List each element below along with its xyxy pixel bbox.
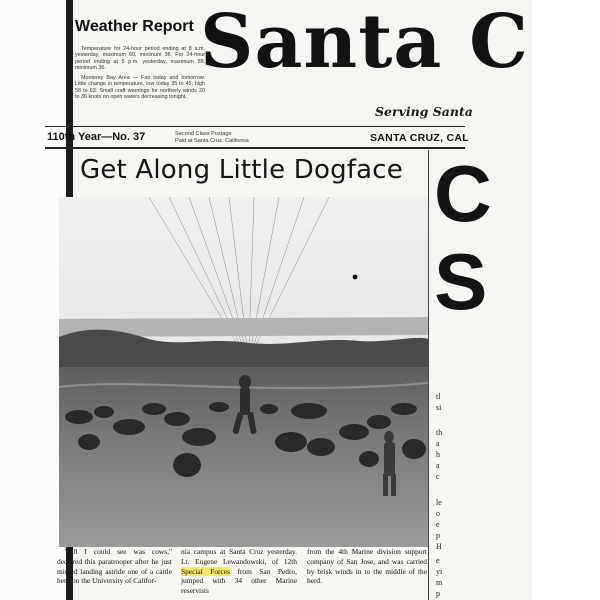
photo-caption <box>181 547 297 596</box>
column-fragment: c <box>436 472 440 481</box>
column-fragment: a <box>436 461 440 470</box>
distant-parachutist <box>353 275 358 280</box>
column-divider <box>428 150 429 600</box>
highlighted-term: Special Forces <box>181 566 230 576</box>
column-fragment: tl <box>436 392 441 401</box>
column-fragment: yi <box>436 567 443 576</box>
column-fragment: th <box>436 428 443 437</box>
postage-line: Paid at Santa Cruz, California <box>175 137 249 144</box>
caption-text: from San Pedro, jumped with 34 other Marine reservists <box>181 566 297 596</box>
postage-line: Second Class Postage <box>175 131 232 137</box>
column-fragment: a <box>436 439 440 448</box>
column-fragment: p <box>436 531 440 540</box>
weather-report-title: Weather Report <box>75 18 194 35</box>
photo-caption: "All I could see was cows," declared this paratrooper after he just missed landing astride one of a cattle herd on the University of Califor- <box>57 547 172 586</box>
adjacent-headline <box>434 150 492 326</box>
scan-margin <box>532 0 600 600</box>
column-fragment: p <box>436 589 440 598</box>
postage-notice <box>175 131 249 144</box>
column-fragment: h <box>436 450 440 459</box>
column-fragment: le <box>436 498 442 507</box>
caption-text: nia campus at Santa Cruz yesterday. Lt. Eugene Lewandowski, of 12th <box>181 547 297 566</box>
column-fragment: si <box>436 403 442 412</box>
photo-caption: from the 4th Marine division support company of San Jose, and was carried by brisk winds in to the middle of the herd. <box>307 547 427 586</box>
column-fragment: e <box>436 556 440 565</box>
column-fragment: e <box>436 520 440 529</box>
weather-report-body <box>75 46 205 104</box>
issue-number: 110th Year—No. 37 <box>47 131 146 143</box>
column-fragment: H <box>436 542 442 551</box>
scan-margin <box>0 0 66 600</box>
headline-letter: C <box>434 149 492 238</box>
column-fragment: m <box>436 578 443 587</box>
story-headline: Get Along Little Dogface <box>80 155 403 185</box>
weather-paragraph: Monterey Bay Area — Fair today and tomorrow. Little change in temperature, low today 35 to 45, high 58 to 63. Small craft warnings for northerly winds 20 to 30 knots on open waters decreasing tonight. <box>75 75 205 101</box>
paratrooper-cattle-photo <box>59 197 429 547</box>
divider <box>45 147 465 149</box>
newspaper-masthead: Santa C <box>200 0 529 85</box>
divider <box>45 126 465 127</box>
column-fragment: o <box>436 509 440 518</box>
news-photo <box>59 197 429 547</box>
weather-paragraph: Temperature for 24-hour period ending at 8 a.m. yesterday, maximum 60, minimum 36. For 24-hour period ending at 5 p.m. yesterday, maximum 59, minimum 36. <box>75 46 205 71</box>
masthead-tagline: Serving Santa <box>375 104 473 119</box>
dateline: SANTA CRUZ, CAL <box>370 132 469 144</box>
headline-letter: S <box>434 237 488 326</box>
